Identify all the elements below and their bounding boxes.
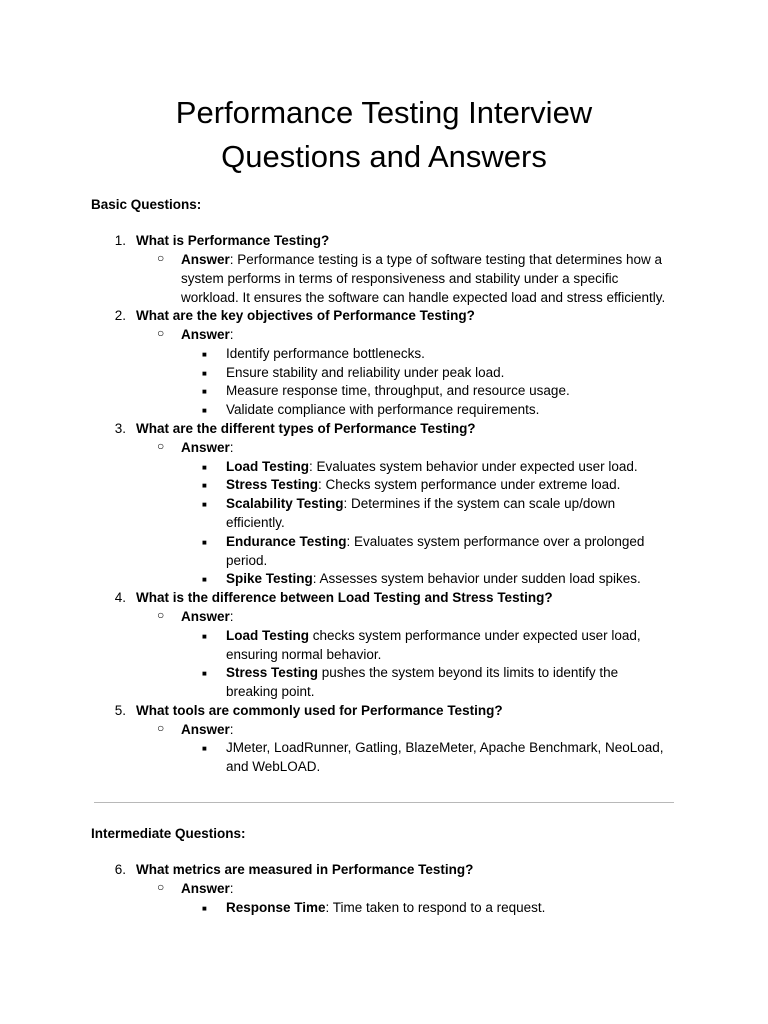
list-item: Validate compliance with performance requirements.: [226, 402, 540, 417]
question-text: What tools are commonly used for Performance Testing?: [136, 703, 503, 718]
answer-label: Answer:: [181, 440, 234, 455]
square-bullet-icon: ■: [202, 369, 207, 378]
list-item: Spike Testing: Assesses system behavior under sudden load spikes.: [226, 571, 641, 586]
square-bullet-icon: ■: [202, 500, 207, 509]
question-text: What metrics are measured in Performance Testing?: [136, 862, 474, 877]
square-bullet-icon: ■: [202, 387, 207, 396]
square-bullet-icon: ■: [202, 463, 207, 472]
square-bullet-icon: ■: [202, 632, 207, 641]
list-item: Load Testing checks system performance under expected user load,: [226, 628, 641, 643]
circle-bullet-icon: ○: [157, 880, 165, 894]
answer-text-cont: system performs in terms of responsiveness and stability under a specific: [181, 271, 619, 286]
question-number: 1.: [114, 233, 126, 248]
list-item-cont: efficiently.: [226, 515, 285, 530]
answer-text-cont: workload. It ensures the software can handle expected load and stress efficiently.: [181, 290, 666, 305]
list-item: Scalability Testing: Determines if the system can scale up/down: [226, 496, 616, 511]
list-item: Measure response time, throughput, and resource usage.: [226, 383, 570, 398]
square-bullet-icon: ■: [202, 575, 207, 584]
list-item: Response Time: Time taken to respond to a request.: [226, 900, 546, 915]
square-bullet-icon: ■: [202, 538, 207, 547]
square-bullet-icon: ■: [202, 406, 207, 415]
question-text: What are the key objectives of Performance Testing?: [136, 308, 475, 323]
list-item-cont: breaking point.: [226, 684, 315, 699]
circle-bullet-icon: ○: [157, 251, 165, 265]
list-item: Ensure stability and reliability under peak load.: [226, 365, 505, 380]
circle-bullet-icon: ○: [157, 439, 165, 453]
answer-text: Answer: Performance testing is a type of software testing that determines how a: [181, 252, 662, 267]
list-item: Endurance Testing: Evaluates system performance over a prolonged: [226, 534, 645, 549]
list-item-cont: ensuring normal behavior.: [226, 647, 382, 662]
question-text: What are the different types of Performance Testing?: [136, 421, 476, 436]
list-item-cont: period.: [226, 553, 268, 568]
answer-label: Answer:: [181, 327, 234, 342]
circle-bullet-icon: ○: [157, 608, 165, 622]
section-basic-questions: Basic Questions:: [91, 197, 202, 212]
question-number: 2.: [114, 308, 126, 323]
question-number: 3.: [114, 421, 126, 436]
list-item: Load Testing: Evaluates system behavior under expected user load.: [226, 459, 638, 474]
list-item: Stress Testing pushes the system beyond its limits to identify the: [226, 665, 619, 680]
list-item: Stress Testing: Checks system performance under extreme load.: [226, 477, 621, 492]
list-item-cont: and WebLOAD.: [226, 759, 321, 774]
answer-label: Answer:: [181, 881, 234, 896]
question-number: 6.: [114, 862, 126, 877]
square-bullet-icon: ■: [202, 481, 207, 490]
question-text: What is Performance Testing?: [136, 233, 330, 248]
square-bullet-icon: ■: [202, 669, 207, 678]
page-title: Performance Testing Interview Questions and Answers: [175, 95, 593, 174]
horizontal-divider: [94, 802, 674, 803]
answer-label: Answer:: [181, 609, 234, 624]
square-bullet-icon: ■: [202, 904, 207, 913]
circle-bullet-icon: ○: [157, 721, 165, 735]
section-intermediate-questions: Intermediate Questions:: [91, 826, 246, 841]
question-number: 5.: [114, 703, 126, 718]
question-text: What is the difference between Load Testing and Stress Testing?: [136, 590, 553, 605]
list-item: JMeter, LoadRunner, Gatling, BlazeMeter, Apache Benchmark, NeoLoad,: [226, 740, 664, 755]
answer-label: Answer:: [181, 722, 234, 737]
question-number: 4.: [114, 590, 126, 605]
list-item: Identify performance bottlenecks.: [226, 346, 425, 361]
square-bullet-icon: ■: [202, 744, 207, 753]
circle-bullet-icon: ○: [157, 326, 165, 340]
square-bullet-icon: ■: [202, 350, 207, 359]
